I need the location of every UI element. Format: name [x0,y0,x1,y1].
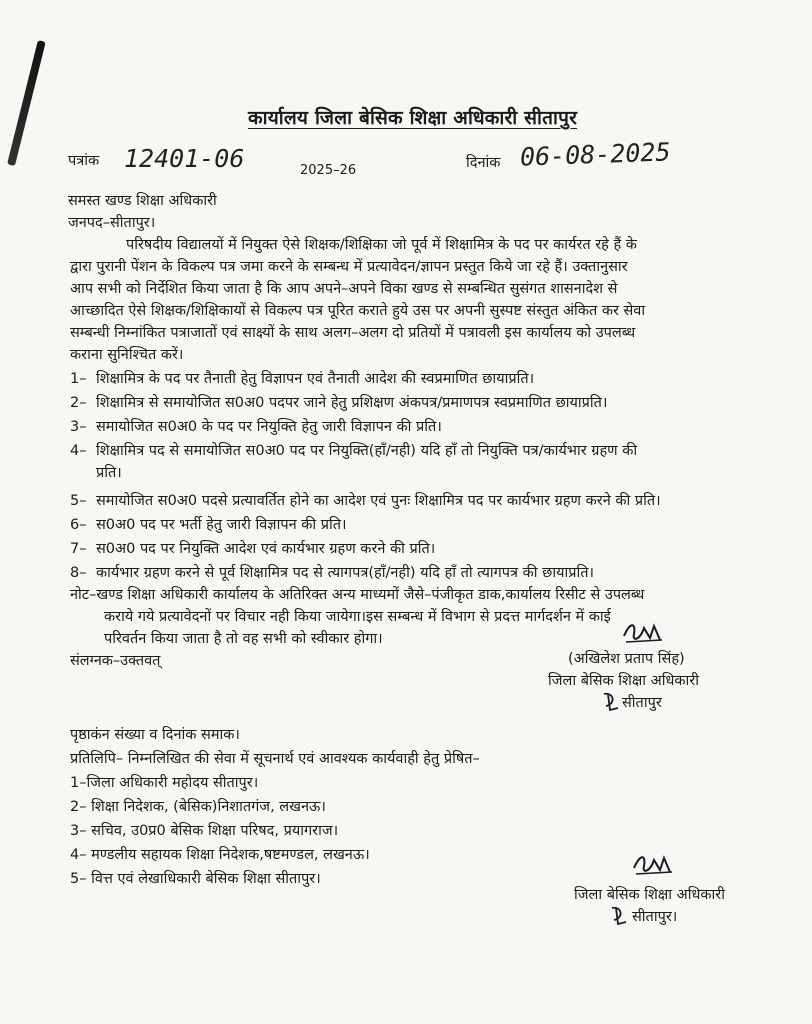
item-number: 1– [70,371,87,387]
note-line3: परिवर्तन किया जाता है तो वह सभी को स्वीकार होगा। [104,631,383,647]
item-text: शिक्षामित्र पद से समायोजित स0अ0 पद पर नियुक्ति(हाँ/नही) यदि हाँ तो नियुक्ति पत्र/कार्यभार ग्रहण की [96,443,638,459]
item-number: 7– [70,541,87,557]
endorsement-heading: पृष्ठाकंन संख्या व दिनांक समाक। [70,727,240,743]
footer-designation: जिला बेसिक शिक्षा अधिकारी [574,887,725,903]
ref-label: पत्रांक [68,153,100,169]
item-text: कार्यभार ग्रहण करने से पूर्व शिक्षामित्र पद से त्यागपत्र(हाँ/नही) यदि हाँ तो त्यागपत्र की छायाप्रति। [96,565,595,581]
item-number: 4– [70,443,87,459]
signature-mark [620,616,668,648]
session: 2025–26 [300,163,357,178]
date-label: दिनांक [466,155,501,171]
recipient-item: 4– मण्डलीय सहायक शिक्षा निदेशक,षष्टमण्डल, लखनऊ। [70,847,370,863]
item-number: 3– [70,419,87,435]
signatory-name: (अखिलेश प्रताप सिंह) [568,651,685,667]
list-item [70,538,435,560]
item-text: स0अ0 पद पर भर्ती हेतु जारी विज्ञापन की प्रति। [96,517,347,533]
copy-to-line: प्रतिलिपि– निम्नलिखित की सेवा में सूचनार्थ एवं आवश्यक कार्यवाही हेतु प्रेषित– [70,751,480,767]
list-item [70,490,661,512]
signatory-place: सीतापुर [622,695,662,711]
addressee-line1: समस्त खण्ड शिक्षा अधिकारी [68,193,217,209]
office-title: कार्यालय जिला बेसिक शिक्षा अधिकारी सीतापुर [248,107,578,129]
item-number: 6– [70,517,87,533]
list-item [70,416,442,438]
item-number: 5– [70,493,87,509]
body-line: परिषदीय विद्यालयों में नियुक्त ऐसे शिक्षक/शिक्षिका जो पूर्व में शिक्षामित्र के पद पर कार्यरत रहे हैं के [126,237,637,253]
date-value: 06-08-2025 [519,137,671,172]
body-line: आच्छादित ऐसे शिक्षक/शिक्षिकायों से विकल्प पत्र पूरित कराते हुये उस पर अपनी सुस्पष्ट संस्तुत अंकित कर सेवा [70,303,646,319]
note-line1: नोट–खण्ड शिक्षा अधिकारी कार्यालय के अतिरिक्त अन्य माध्यमों जैसे–पंजीकृत डाक,कार्यालय रिसीट से उपलब्ध [70,587,645,603]
item-number: 8– [70,565,87,581]
item-text: समायोजित स0अ0 के पद पर नियुक्ति हेतु जारी विज्ञापन की प्रति। [96,419,442,435]
list-item [70,392,607,414]
list-item-continuation: प्रति। [96,465,122,481]
list-item [70,514,347,536]
addressee-line2: जनपद–सीतापुर। [68,215,156,231]
signatory-designation: जिला बेसिक शिक्षा अधिकारी [548,673,699,689]
list-item [70,562,594,584]
item-text: स0अ0 पद पर नियुक्ति आदेश एवं कार्यभार ग्रहण करने की प्रति। [96,541,436,557]
recipient-item: 2– शिक्षा निदेशक, (बेसिक)निशातगंज, लखनऊ। [70,799,326,815]
recipient-item: 1–जिला अधिकारी महोदय सीतापुर। [70,775,259,791]
recipient-item: 3– सचिव, उ0प्र0 बेसिक शिक्षा परिषद, प्रयागराज। [70,823,339,839]
pen-mark [7,40,46,166]
enclosure: संलग्नक–उक्तवत् [70,653,161,669]
body-line: आप सभी को निर्देशित किया जाता है कि आप अपने–अपने विका खण्ड से सम्बन्धित सुसंगत शासनादेश से [70,281,618,297]
signature-mark [630,848,678,880]
recipient-item: 5– वित्त एवं लेखाधिकारी बेसिक शिक्षा सीतापुर। [70,871,321,887]
footer-place: सीतापुर। [632,909,678,925]
body-line: द्वारा पुरानी पेंशन के विकल्प पत्र जमा करने के सम्बन्ध में प्रत्यावेदन/ज्ञापन प्रस्तुत किये जा रहे हैं। उक्तानुसार [70,259,628,275]
item-number: 2– [70,395,87,411]
initial-mark [600,690,622,714]
body-line: सम्बन्धी निम्नांकित पत्राजातों एवं साक्ष्यों के साथ अलग–अलग दो प्रतियों में पत्रावली इस कार्यालय को उपलब्ध [70,325,636,341]
list-item [70,440,637,462]
item-text: शिक्षामित्र से समायोजित स0अ0 पदपर जाने हेतु प्रशिक्षण अंकपत्र/प्रमाणपत्र स्वप्रमाणित छायाप्रति। [96,395,608,411]
ref-number: 12401-06 [124,144,245,173]
initial-mark [608,904,630,928]
note-line2: कराये गये प्रत्यावेदनों पर विचार नही किया जायेगा।इस सम्बन्ध में विभाग से प्रदत्त मार्गदर्शन में काई [104,609,611,625]
body-line: कराना सुनिश्चित करें। [70,347,184,363]
list-item [70,368,534,390]
item-text: समायोजित स0अ0 पदसे प्रत्यावर्तित होने का आदेश एवं पुनः शिक्षामित्र पद पर कार्यभार ग्रहण करने की प्रति। [96,493,661,509]
item-text: शिक्षामित्र के पद पर तैनाती हेतु विज्ञापन एवं तैनाती आदेश की स्वप्रमाणित छायाप्रति। [96,371,535,387]
